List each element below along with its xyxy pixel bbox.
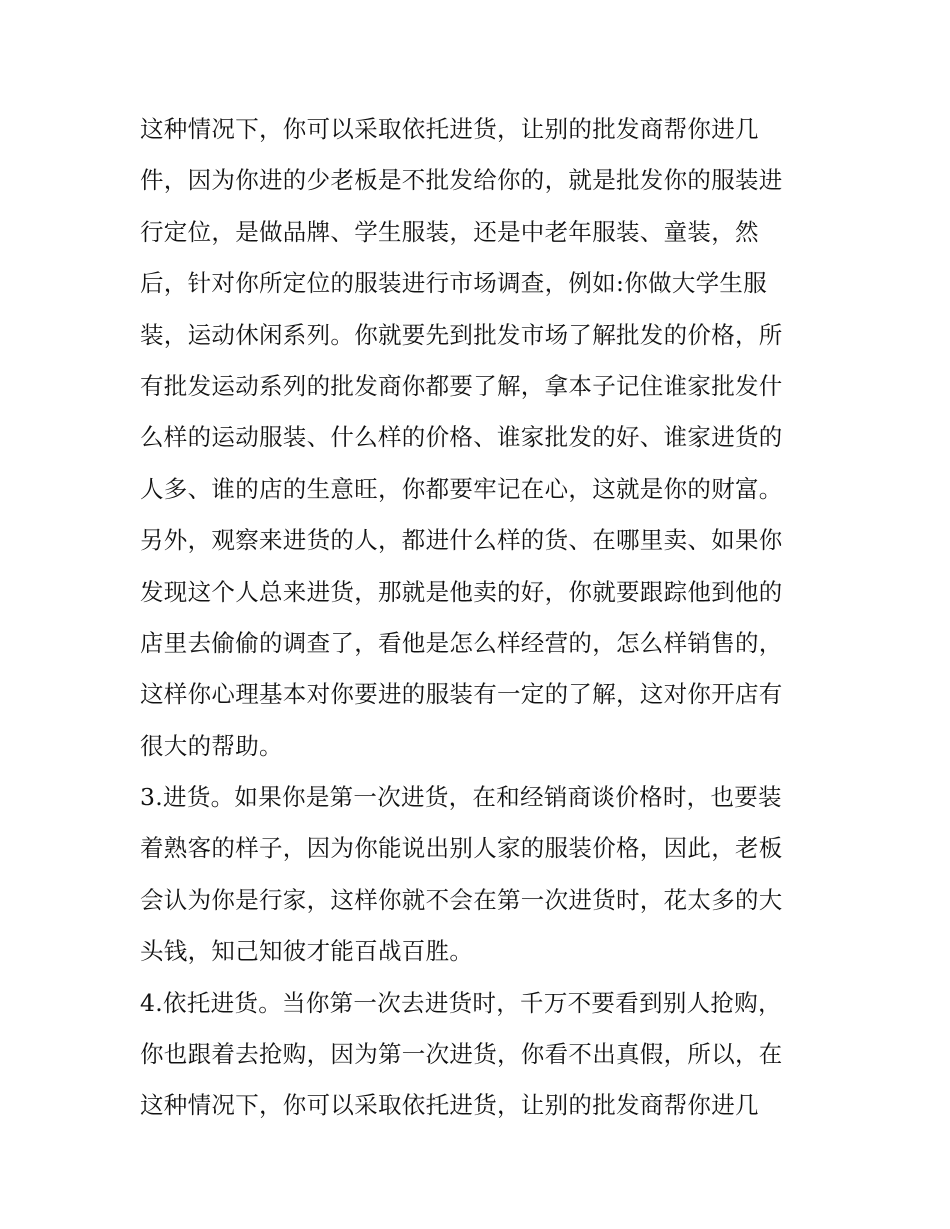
text-line: 人多、谁的店的生意旺，你都要牢记在心，这就是你的财富。 xyxy=(140,474,783,503)
text-line: 头钱，知己知彼才能百战百胜。 xyxy=(140,937,474,966)
text-line: 你也跟着去抢购，因为第一次进货，你看不出真假，所以，在 xyxy=(140,1040,783,1069)
text-line: 会认为你是行家，这样你就不会在第一次进货时，花太多的大 xyxy=(140,885,783,914)
text-line: 么样的运动服装、什么样的价格、谁家批发的好、谁家进货的 xyxy=(140,423,783,452)
text-line: 装，运动休闲系列。你就要先到批发市场了解批发的价格，所 xyxy=(140,320,783,349)
text-line: 件，因为你进的少老板是不批发给你的，就是批发你的服装进 xyxy=(140,166,783,195)
section-4-heading-line: 4.依托进货。当你第一次去进货时，千万不要看到别人抢购， xyxy=(140,988,782,1017)
text-line: 很大的帮助。 xyxy=(140,731,283,760)
text-line: 行定位，是做品牌、学生服装，还是中老年服装、童装，然 xyxy=(140,217,759,246)
text-line: 这样你心理基本对你要进的服装有一定的了解，这对你开店有 xyxy=(140,680,783,709)
text-line: 后，针对你所定位的服装进行市场调查，例如:你做大学生服 xyxy=(140,269,768,298)
text-line: 着熟客的样子，因为你能说出别人家的服装价格，因此，老板 xyxy=(140,834,783,863)
text-line: 店里去偷偷的调查了，看他是怎么样经营的，怎么样销售的， xyxy=(140,628,783,657)
text-line: 发现这个人总来进货，那就是他卖的好，你就要跟踪他到他的 xyxy=(140,577,783,606)
text-line: 这种情况下，你可以采取依托进货，让别的批发商帮你进几 xyxy=(140,115,759,143)
section-3-heading-line: 3.进货。如果你是第一次进货，在和经销商谈价格时，也要装 xyxy=(140,783,782,812)
text-line: 这种情况下，你可以采取依托进货，让别的批发商帮你进几 xyxy=(140,1091,759,1120)
body-text xyxy=(140,104,820,1132)
text-line: 有批发运动系列的批发商你都要了解，拿本子记住谁家批发什 xyxy=(140,371,783,400)
text-line: 另外，观察来进货的人，都进什么样的货、在哪里卖、如果你 xyxy=(140,526,783,555)
